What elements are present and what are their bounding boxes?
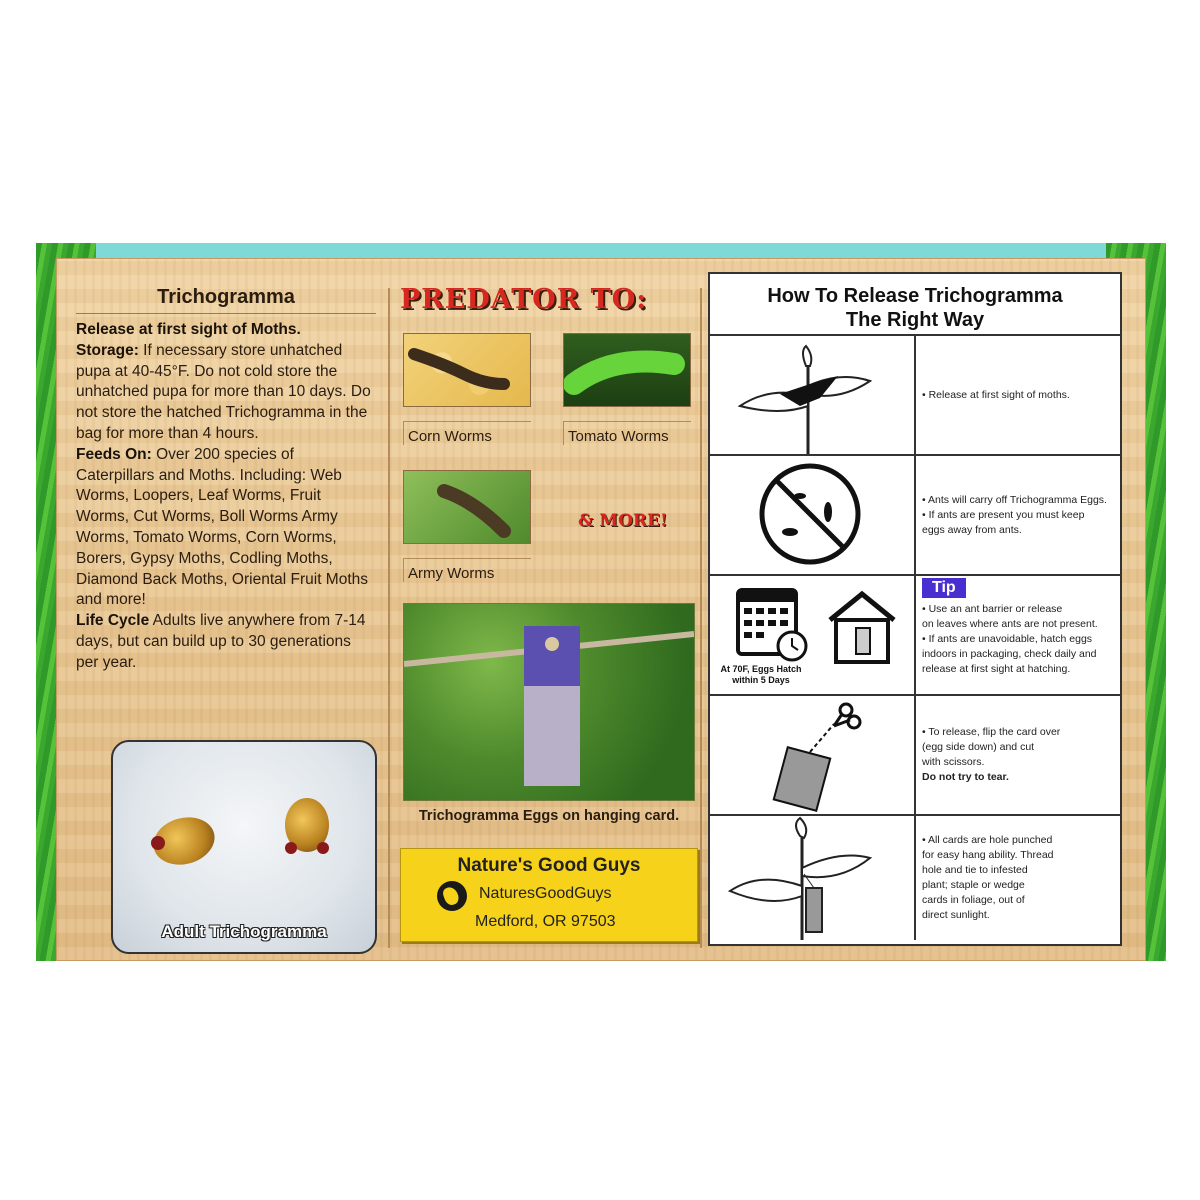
pest-corn-worms bbox=[403, 333, 531, 445]
card-photo-caption: Trichogramma Eggs on hanging card. bbox=[418, 808, 680, 824]
life-label: Life Cycle bbox=[76, 612, 150, 630]
pest-army-worms bbox=[403, 470, 531, 582]
step-line: direct sunlight. bbox=[922, 909, 990, 921]
tip-badge: Tip bbox=[922, 578, 966, 598]
insect-eye-icon bbox=[151, 836, 165, 850]
step-row bbox=[710, 576, 1120, 696]
release-line: Release at first sight of Moths. bbox=[76, 321, 301, 338]
step-row bbox=[710, 816, 1120, 940]
step-line: • Release at first sight of moths. bbox=[922, 388, 1070, 401]
storage-text: If necessary store unhatched pupa at 40-45°F. Do not cold store the unhatched pupa for more than 10 days. Do not store the hatched Trichogramma in the bag for more than 4 hours. bbox=[76, 341, 371, 442]
no-ants-icon bbox=[710, 456, 914, 574]
insect-eye-icon bbox=[285, 842, 297, 854]
step-line: • All cards are hole punched bbox=[922, 834, 1053, 846]
hatch-caption: At 70F, Eggs Hatch within 5 Days bbox=[720, 664, 802, 685]
step-text bbox=[922, 456, 1114, 574]
step-icon-cell bbox=[710, 336, 916, 454]
product-banner bbox=[36, 243, 1166, 961]
hanging-card-icon bbox=[404, 604, 694, 800]
step-line: • Use an ant barrier or release bbox=[922, 603, 1063, 615]
info-column bbox=[76, 286, 376, 674]
company-name: Nature's Good Guys bbox=[457, 855, 641, 876]
insect-eye-icon bbox=[317, 842, 329, 854]
caterpillar-icon bbox=[404, 334, 530, 406]
company-address: Medford, OR 97503 bbox=[475, 913, 616, 930]
pest-label: Tomato Worms bbox=[563, 421, 691, 445]
step-line: • To release, flip the card over bbox=[922, 726, 1061, 738]
step-line: with scissors. bbox=[922, 756, 985, 768]
step-warning: Do not try to tear. bbox=[922, 771, 1009, 783]
step-text bbox=[922, 696, 1114, 814]
step-line: (egg side down) and cut bbox=[922, 741, 1035, 753]
caterpillar-icon bbox=[404, 471, 530, 543]
scissors-card-icon bbox=[710, 696, 914, 814]
step-line: for easy hang ability. Thread bbox=[922, 849, 1054, 861]
army-worm-photo bbox=[403, 470, 531, 544]
card-on-plant-icon bbox=[710, 816, 914, 940]
instructions-title bbox=[710, 274, 1120, 336]
instructions-title-line2: The Right Way bbox=[845, 309, 985, 331]
step-line: • If ants are unavoidable, hatch eggs bbox=[922, 633, 1093, 645]
pest-label: Corn Worms bbox=[403, 421, 531, 445]
release-instructions-table bbox=[708, 272, 1122, 946]
step-row bbox=[710, 696, 1120, 816]
company-web[interactable]: NaturesGoodGuys bbox=[479, 885, 612, 902]
step-line: plant; staple or wedge bbox=[922, 879, 1025, 891]
step-line: release at first sight at hatching. bbox=[922, 663, 1071, 675]
pest-label: Army Worms bbox=[403, 558, 531, 582]
feeds-text: Over 200 species of Caterpillars and Moths. Including: Web Worms, Loopers, Leaf Worms, Fruit Worms, Cut Worms, Boll Worms Army Worms, Tomato Worms, Corn Worms, Borers, Gypsy Moths, Codling Moths, Diamond Back Moths, Oriental Fruit Moths and more! bbox=[76, 445, 369, 609]
wood-board bbox=[56, 258, 1146, 961]
globe-icon bbox=[437, 881, 467, 911]
step-icon-cell bbox=[710, 576, 916, 694]
adult-trichogramma-photo bbox=[111, 740, 377, 954]
more-label: & MORE! bbox=[578, 511, 668, 531]
info-text bbox=[76, 320, 376, 674]
column-divider bbox=[388, 288, 390, 948]
step-icon-cell bbox=[710, 456, 916, 574]
column-divider bbox=[700, 288, 702, 948]
instructions-title-line1: How To Release Trichogramma bbox=[767, 285, 1063, 307]
step-line: eggs away from ants. bbox=[922, 523, 1022, 536]
pest-tomato-worms bbox=[563, 333, 691, 445]
step-icon-cell bbox=[710, 696, 916, 814]
predator-title: PREDATOR TO: bbox=[400, 284, 648, 315]
step-line: on leaves where ants are not present. bbox=[922, 618, 1098, 630]
step-text bbox=[922, 816, 1114, 940]
life-text: Adults live anywhere from 7-14 days, but can build up to 30 generations per year. bbox=[76, 612, 366, 671]
caterpillar-icon bbox=[564, 334, 690, 406]
step-line: • Ants will carry off Trichogramma Eggs. bbox=[922, 493, 1107, 506]
step-line: cards in foliage, out of bbox=[922, 894, 1025, 906]
moth-on-plant-icon bbox=[710, 336, 914, 454]
species-title: Trichogramma bbox=[76, 286, 376, 314]
step-line: • If ants are present you must keep bbox=[922, 508, 1085, 521]
adult-photo-caption: Adult Trichogramma bbox=[161, 922, 327, 941]
step-text bbox=[922, 336, 1114, 454]
step-text bbox=[922, 576, 1114, 696]
company-box bbox=[400, 848, 698, 942]
step-icon-cell bbox=[710, 816, 916, 940]
step-line: hole and tie to infested bbox=[922, 864, 1028, 876]
step-row bbox=[710, 336, 1120, 456]
storage-label: Storage: bbox=[76, 341, 139, 359]
tomato-worm-photo bbox=[563, 333, 691, 407]
feeds-label: Feeds On: bbox=[76, 445, 152, 463]
step-line: indoors in packaging, check daily and bbox=[922, 648, 1097, 660]
corn-worm-photo bbox=[403, 333, 531, 407]
hanging-card-photo bbox=[403, 603, 695, 801]
step-row bbox=[710, 456, 1120, 576]
